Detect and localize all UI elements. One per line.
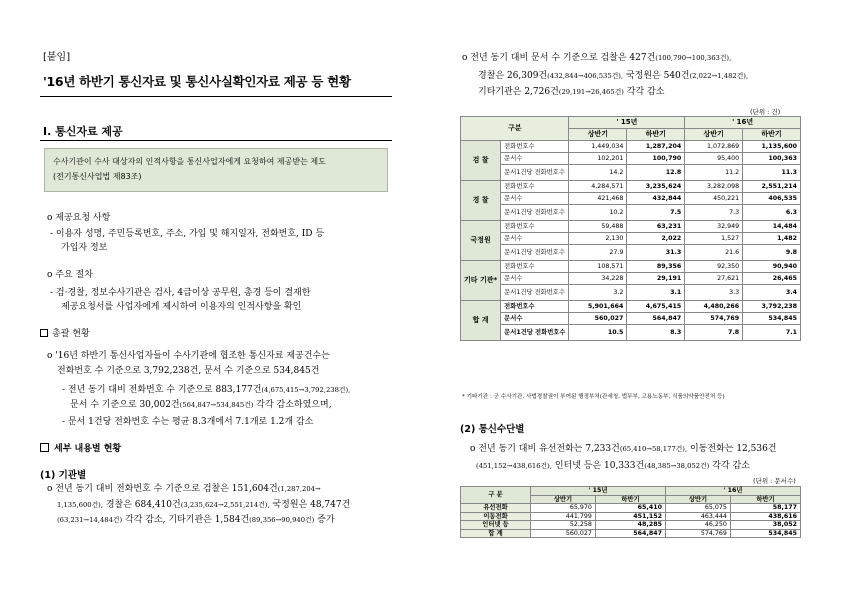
table-row xyxy=(461,504,801,513)
row-label: 문서1건당 전화번호수 xyxy=(501,205,569,221)
table-cell: 432,844 xyxy=(627,193,685,205)
group-label: 기타 기관* xyxy=(461,261,501,301)
row-label: 이동전화 xyxy=(461,512,531,521)
row-label: 전화번호수 xyxy=(501,141,569,153)
right-p1-line2: 경찰은 26,309건(432,844→406,535건), 국정원은 540건(2,022→1,482건), xyxy=(478,71,749,81)
table-cell: 564,847 xyxy=(627,313,685,325)
table-cell: 5,901,664 xyxy=(569,301,627,313)
header-category: 구 분 xyxy=(461,487,531,504)
by-means-heading: (2) 통신수단별 xyxy=(460,424,525,435)
table-cell: 12.8 xyxy=(627,165,685,181)
table-cell: 11.3 xyxy=(743,165,801,181)
page-title: '16년 하반기 통신자료 및 통신사실확인자료 제공 등 현황 xyxy=(43,74,351,89)
table-cell: 3.1 xyxy=(627,285,685,301)
row-label: 전화번호수 xyxy=(501,181,569,193)
header-year-15: ' 15년 xyxy=(569,117,685,129)
procedure-heading: o 주요 절차 xyxy=(47,270,93,280)
table-cell: 52,258 xyxy=(531,521,596,530)
table-cell: 26,465 xyxy=(743,273,801,285)
table-cell: 463,444 xyxy=(665,512,730,521)
means-line1: o 전년 동기 대비 유선전화는 7,233건(65,410→58,177건), 이동전화는 12,536건 xyxy=(470,444,777,454)
overall-heading-row xyxy=(40,326,90,339)
row-label: 문서수 xyxy=(501,233,569,245)
row-label: 인터넷 등 xyxy=(461,521,531,530)
overall-p1-line1: o '16년 하반기 통신사업자들이 수사기관에 협조한 통신자료 제공건수는 xyxy=(47,351,330,361)
table-cell: 90,940 xyxy=(743,261,801,273)
table-cell: 441,799 xyxy=(531,512,596,521)
table-cell: 574,769 xyxy=(685,313,743,325)
definition-line1: 수사기관이 수사 대상자의 인적사항을 통신사업자에게 요청하여 제공받는 제도 xyxy=(53,157,326,166)
overall-b1-line2: 문서 수 기준으로 30,002건(564,847→534,845건) 각각 감소하였으며, xyxy=(70,400,332,410)
items-text-line2: 가입자 정보 xyxy=(61,243,108,253)
table-cell: 11.2 xyxy=(685,165,743,181)
table-cell: 4,284,571 xyxy=(569,181,627,193)
table-cell: 7.5 xyxy=(627,205,685,221)
table-cell: 2,022 xyxy=(627,233,685,245)
row-label: 전화번호수 xyxy=(501,221,569,233)
items-text-line1: - 이용자 성명, 주민등록번호, 주소, 가입 및 해지일자, 전화번호, ID 등 xyxy=(50,229,325,239)
table-cell: 10.2 xyxy=(569,205,627,221)
table-row xyxy=(461,273,801,285)
table-cell: 574,769 xyxy=(665,529,730,538)
table-cell: 564,847 xyxy=(595,529,665,538)
table-cell: 58,177 xyxy=(730,504,800,513)
row-label: 전화번호수 xyxy=(501,261,569,273)
table-cell: 65,410 xyxy=(595,504,665,513)
group-label: 합 계 xyxy=(461,301,501,341)
table-row xyxy=(461,325,801,341)
table-cell: 3.2 xyxy=(569,285,627,301)
table-row xyxy=(461,301,801,313)
table-footnote: * 기타기관 : 군 수사기관, 사법경찰권이 부여된 행정부처(관세청, 법무부, 고용노동부, 식품의약품안전처 등) xyxy=(462,394,725,400)
row-label: 문서1건당 전화번호수 xyxy=(501,165,569,181)
table-cell: 438,616 xyxy=(730,512,800,521)
procedure-text-line2: 제공요청서를 사업자에게 제시하여 이용자의 인적사항을 확인 xyxy=(61,302,302,312)
table-row xyxy=(461,261,801,273)
header-half: 하반기 xyxy=(595,495,665,504)
title-divider xyxy=(40,96,392,97)
definition-box xyxy=(44,148,388,192)
table-row xyxy=(461,193,801,205)
table-cell: 3.4 xyxy=(743,285,801,301)
definition-line2: (전기통신사업법 제83조) xyxy=(53,172,142,181)
means-line2: (451,152→438,616건), 인터넷 등은 10,333건(48,385→38,052건) 각각 감소 xyxy=(476,461,750,471)
table-cell: 1,527 xyxy=(685,233,743,245)
row-label: 문서1건당 전화번호수 xyxy=(501,245,569,261)
table-row xyxy=(461,205,801,221)
by-agency-heading: (1) 기관별 xyxy=(40,470,87,481)
table-cell: 7.1 xyxy=(743,325,801,341)
table-cell: 560,027 xyxy=(531,529,596,538)
square-bullet-icon xyxy=(40,443,49,452)
table-cell: 1,135,600 xyxy=(743,141,801,153)
table-cell: 38,052 xyxy=(730,521,800,530)
table-cell: 34,228 xyxy=(569,273,627,285)
header-half: 하반기 xyxy=(730,495,800,504)
table-cell: 89,356 xyxy=(627,261,685,273)
table-row xyxy=(461,233,801,245)
table-row xyxy=(461,313,801,325)
attachment-label: [붙임] xyxy=(43,52,71,63)
table-row xyxy=(461,165,801,181)
overall-b1-line1: - 전년 동기 대비 전화번호 수 기준으로 883,177건(4,675,415→3,792,238건), xyxy=(62,385,351,395)
table-cell: 1,482 xyxy=(743,233,801,245)
row-label: 문서1건당 전화번호수 xyxy=(501,285,569,301)
group-label: 국정원 xyxy=(461,221,501,261)
overall-b2: - 문서 1건당 전화번호 수는 평균 8.3개에서 7.1개로 1.2개 감소 xyxy=(62,417,314,427)
table-cell: 534,845 xyxy=(730,529,800,538)
table-cell: 534,845 xyxy=(743,313,801,325)
square-bullet-icon xyxy=(40,329,48,337)
row-label: 문서수 xyxy=(501,273,569,285)
table-cell: 63,231 xyxy=(627,221,685,233)
table-cell: 92,350 xyxy=(685,261,743,273)
header-category: 구분 xyxy=(461,117,569,141)
table-cell: 27,621 xyxy=(685,273,743,285)
table-cell: 3.3 xyxy=(685,285,743,301)
table-cell: 32,949 xyxy=(685,221,743,233)
table-cell: 3,235,624 xyxy=(627,181,685,193)
table-cell: 4,480,266 xyxy=(685,301,743,313)
table-cell: 31.3 xyxy=(627,245,685,261)
table-cell: 451,152 xyxy=(595,512,665,521)
table-cell: 108,571 xyxy=(569,261,627,273)
table-cell: 65,075 xyxy=(665,504,730,513)
table-cell: 95,400 xyxy=(685,153,743,165)
table-cell: 1,287,204 xyxy=(627,141,685,153)
section1-divider xyxy=(40,140,392,141)
means-table xyxy=(460,486,801,538)
header-half: 상반기 xyxy=(665,495,730,504)
row-label: 전화번호수 xyxy=(501,301,569,313)
row-label: 문서수 xyxy=(501,153,569,165)
section1-title: Ⅰ. 통신자료 제공 xyxy=(43,125,123,138)
agency-line1: o 전년 동기 대비 전화번호 수 기준으로 검찰은 151,604건(1,287,204→ xyxy=(47,484,321,494)
table-header-row xyxy=(461,117,801,129)
table-cell: 560,027 xyxy=(569,313,627,325)
table-cell: 4,675,415 xyxy=(627,301,685,313)
table-row xyxy=(461,512,801,521)
header-year-16: ' 16년 xyxy=(665,487,800,496)
group-label: 경 찰 xyxy=(461,181,501,221)
table-cell: 1,072,869 xyxy=(685,141,743,153)
table-cell: 102,201 xyxy=(569,153,627,165)
overall-p1-line2: 전화번호 수 기준으로 3,792,238건, 문서 수 기준으로 534,845건 xyxy=(57,366,320,376)
table-cell: 3,792,238 xyxy=(743,301,801,313)
table-cell: 2,551,214 xyxy=(743,181,801,193)
detail-heading: 세부 내용별 현황 xyxy=(54,444,122,454)
table-row xyxy=(461,529,801,538)
table-cell: 48,285 xyxy=(595,521,665,530)
table-row xyxy=(461,221,801,233)
overall-heading: 총괄 현황 xyxy=(52,329,90,339)
table-row xyxy=(461,285,801,301)
table-cell: 59,488 xyxy=(569,221,627,233)
table-cell: 65,970 xyxy=(531,504,596,513)
table-cell: 14.2 xyxy=(569,165,627,181)
table-cell: 14,484 xyxy=(743,221,801,233)
unit-label-1: (단위 : 건) xyxy=(750,108,781,116)
header-half: 하반기 xyxy=(743,129,801,141)
table-row xyxy=(461,245,801,261)
table-cell: 10.5 xyxy=(569,325,627,341)
table-cell: 8.3 xyxy=(627,325,685,341)
table-cell: 100,790 xyxy=(627,153,685,165)
table-cell: 9.8 xyxy=(743,245,801,261)
table-cell: 100,363 xyxy=(743,153,801,165)
detail-heading-row xyxy=(40,441,121,454)
table-cell: 46,250 xyxy=(665,521,730,530)
header-half: 상반기 xyxy=(531,495,596,504)
procedure-text-line1: - 검·경찰, 정보수사기관은 검사, 4급이상 공무원, 총경 등이 결재한 xyxy=(50,288,311,298)
table-cell: 7.3 xyxy=(685,205,743,221)
table-cell: 29,191 xyxy=(627,273,685,285)
header-half: 하반기 xyxy=(627,129,685,141)
table-cell: 6.3 xyxy=(743,205,801,221)
row-label: 유선전화 xyxy=(461,504,531,513)
table-header-row xyxy=(461,487,801,496)
agency-line2: 1,135,600건), 경찰은 684,410건(3,235,624→2,551,214건), 국정원은 48,747건 xyxy=(57,500,351,510)
row-label: 문서1건당 전화번호수 xyxy=(501,325,569,341)
table-cell: 21.6 xyxy=(685,245,743,261)
table-cell: 7.8 xyxy=(685,325,743,341)
header-half: 상반기 xyxy=(569,129,627,141)
table-cell: 421,468 xyxy=(569,193,627,205)
right-p1-line3: 기타기관은 2,726건(29,191→26,465건) 각각 감소 xyxy=(478,87,665,97)
group-label: 검 찰 xyxy=(461,141,501,181)
row-label: 합 계 xyxy=(461,529,531,538)
table-cell: 2,130 xyxy=(569,233,627,245)
table-row xyxy=(461,141,801,153)
agency-line3: (63,231→14,484건) 각각 감소, 기타기관은 1,584건(89,356→90,940건) 증가 xyxy=(57,515,335,525)
table-cell: 406,535 xyxy=(743,193,801,205)
table-cell: 27.9 xyxy=(569,245,627,261)
unit-label-2: (단위 : 문서수) xyxy=(753,477,796,485)
table-cell: 1,449,034 xyxy=(569,141,627,153)
header-year-15: ' 15년 xyxy=(531,487,666,496)
table-row xyxy=(461,153,801,165)
row-label: 문서수 xyxy=(501,313,569,325)
table-row xyxy=(461,521,801,530)
table-cell: 3,282,098 xyxy=(685,181,743,193)
items-heading: o 제공요청 사항 xyxy=(47,213,111,223)
agency-table xyxy=(460,116,801,341)
header-half: 상반기 xyxy=(685,129,743,141)
table-cell: 450,221 xyxy=(685,193,743,205)
header-year-16: ' 16년 xyxy=(685,117,801,129)
right-p1-line1: o 전년 동기 대비 문서 수 기준으로 검찰은 427건(100,790→100,363건), xyxy=(462,53,732,63)
table-row xyxy=(461,181,801,193)
row-label: 문서수 xyxy=(501,193,569,205)
